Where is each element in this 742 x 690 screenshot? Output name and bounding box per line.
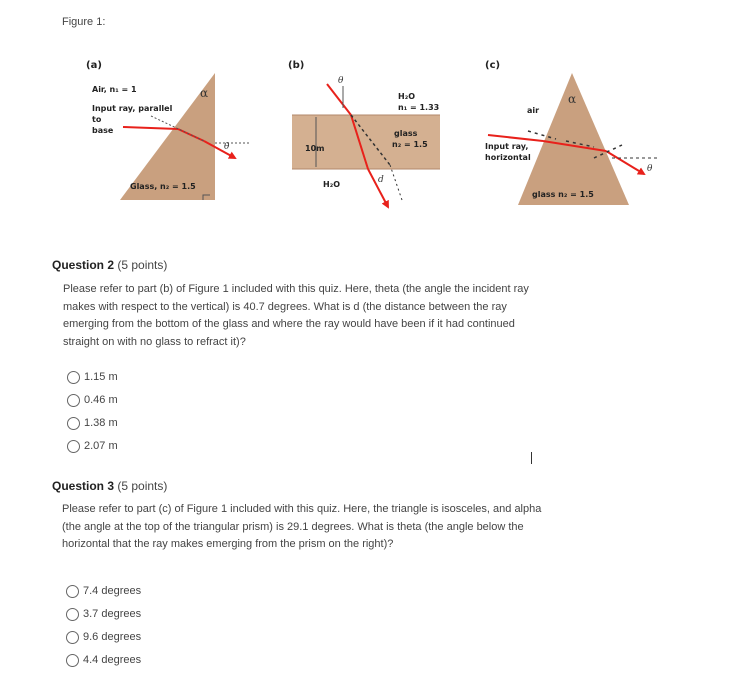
panel-a-input-ray <box>123 127 178 129</box>
question-2-number: Question 2 <box>52 258 115 272</box>
option-label: 1.38 m <box>84 417 118 429</box>
panel-a-alpha-symbol: α <box>200 86 209 100</box>
panel-a-label: (a) <box>86 60 102 71</box>
radio-button[interactable] <box>66 631 79 644</box>
option-label: 9.6 degrees <box>83 631 142 643</box>
question-3-number: Question 3 <box>52 479 115 493</box>
question-2-option[interactable] <box>67 437 118 455</box>
question-3-option[interactable] <box>66 651 141 669</box>
question-2-body: Please refer to part (b) of Figure 1 included with this quiz. Here, theta (the angle the incident ray makes with respect to the vertical) is 40.7 degrees. What is d (the distance between the ray emerging from the bottom of the glass and where the ray would have been if it had continued straight on with no glass to refract it)? <box>63 283 529 348</box>
radio-button[interactable] <box>67 440 80 453</box>
radio-button[interactable] <box>66 654 79 667</box>
panel-b-incident-ray <box>327 84 351 115</box>
panel-a-glass-label: Glass, n₂ = 1.5 <box>130 182 196 191</box>
panel-c-label: (c) <box>485 60 501 71</box>
text-cursor <box>531 452 532 464</box>
radio-button[interactable] <box>67 417 80 430</box>
question-3-option[interactable] <box>66 582 141 600</box>
radio-button[interactable] <box>66 608 79 621</box>
figure-title: Figure 1: <box>62 16 106 28</box>
panel-a-medium-label: Air, n₁ = 1 <box>92 85 137 94</box>
option-label: 3.7 degrees <box>83 608 142 620</box>
panel-c-input-ray <box>488 135 543 141</box>
panel-c-input-ray-label-2: horizontal <box>485 153 531 162</box>
panel-c-alpha-symbol: α <box>568 92 577 106</box>
figure-1-diagram <box>0 0 742 240</box>
radio-button[interactable] <box>67 394 80 407</box>
question-2-points: (5 points) <box>117 258 168 272</box>
question-3-option[interactable] <box>66 605 141 623</box>
panel-c-air-label: air <box>527 106 540 115</box>
panel-a-input-ray-label-2: to <box>92 115 102 124</box>
panel-b-water-top-label-1: H₂O <box>398 92 415 101</box>
panel-b-label: (b) <box>288 60 305 71</box>
panel-b-thickness-label: 10m <box>305 144 325 153</box>
question-3-body: Please refer to part (c) of Figure 1 included with this quiz. Here, the triangle is isosceles, and alpha (the angle at the top of the triangular prism) is 29.1 degrees. What is theta (the angle below the horizontal that the ray makes emerging from the prism on the right)? <box>62 503 542 550</box>
panel-b-water-bottom-label: H₂O <box>323 180 340 189</box>
panel-a-input-ray-label-1: Input ray, parallel <box>92 104 173 113</box>
option-label: 2.07 m <box>84 440 118 452</box>
option-label: 0.46 m <box>84 394 118 406</box>
question-2-title <box>52 258 167 272</box>
panel-b-d-symbol: d <box>378 175 384 185</box>
panel-c-input-ray-label-1: Input ray, <box>485 142 529 151</box>
question-2-options <box>67 368 118 455</box>
question-3-options <box>66 582 141 669</box>
option-label: 1.15 m <box>84 371 118 383</box>
question-2-option[interactable] <box>67 368 118 386</box>
radio-button[interactable] <box>66 585 79 598</box>
panel-a-input-ray-label-3: base <box>92 126 114 135</box>
panel-b-glass-label-1: glass <box>394 129 418 138</box>
panel-b-glass-label-2: n₂ = 1.5 <box>392 140 428 149</box>
question-3-option[interactable] <box>66 628 141 646</box>
option-label: 7.4 degrees <box>83 585 142 597</box>
panel-b-theta-symbol: θ <box>338 76 344 86</box>
panel-c-glass-label: glass n₂ = 1.5 <box>532 190 594 199</box>
question-2-option[interactable] <box>67 391 118 409</box>
question-3-points: (5 points) <box>117 479 168 493</box>
panel-c-theta-symbol: θ <box>647 164 653 174</box>
question-3-title <box>52 479 167 493</box>
panel-b-water-top-label-2: n₁ = 1.33 <box>398 103 440 112</box>
question-2-option[interactable] <box>67 414 118 432</box>
radio-button[interactable] <box>67 371 80 384</box>
panel-a-theta-symbol: θ <box>224 142 230 152</box>
option-label: 4.4 degrees <box>83 654 142 666</box>
panel-a-diagram <box>120 73 250 200</box>
